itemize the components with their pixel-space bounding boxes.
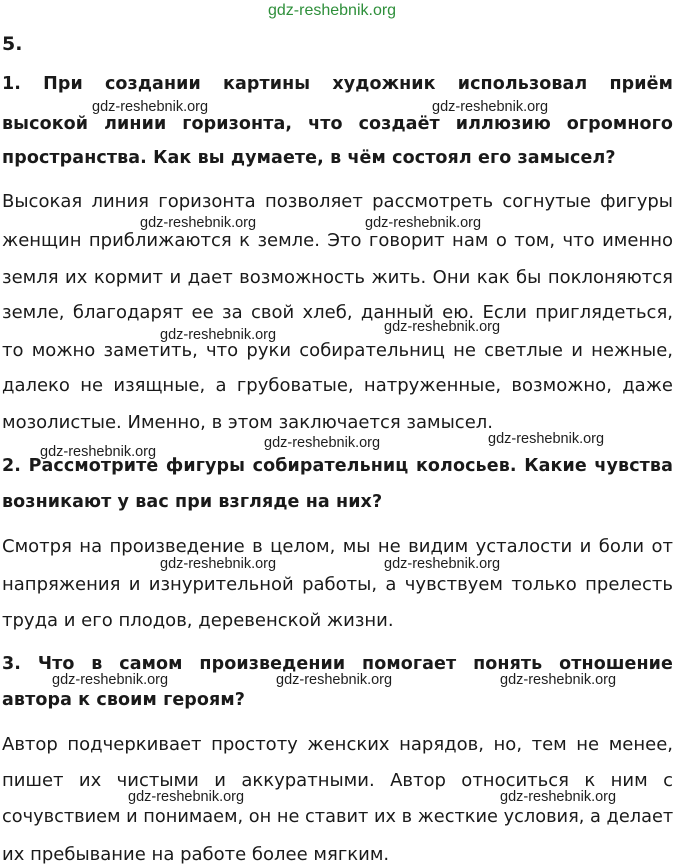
answer-3-line-1: Автор подчеркивает простоту женских нарядов, но, тем не менее,: [2, 734, 673, 755]
watermark: gdz-reshebnik.org: [276, 672, 393, 688]
watermark: gdz-reshebnik.org: [128, 789, 245, 805]
watermark: gdz-reshebnik.org: [500, 789, 617, 805]
watermark: gdz-reshebnik.org: [92, 99, 209, 115]
watermark: gdz-reshebnik.org: [160, 327, 277, 343]
answer-1-line-5: то можно заметить, что руки собирательниц не светлые и нежные,: [2, 340, 673, 361]
watermark: gdz-reshebnik.org: [432, 99, 549, 115]
answer-2-line-1: Смотря на произведение в целом, мы не видим усталости и боли от: [2, 536, 673, 557]
question-1-line-3: пространства. Как вы думаете, в чём состоял его замысел?: [2, 148, 616, 168]
answer-2-line-2: напряжения и изнурительной работы, а чувствуем только прелесть: [2, 574, 673, 595]
answer-1-line-1: Высокая линия горизонта позволяет рассмотреть согнутые фигуры: [2, 191, 673, 212]
answer-1-line-3: земля их кормит и дает возможность жить. Они как бы поклоняются: [2, 267, 673, 288]
watermark: gdz-reshebnik.org: [488, 431, 605, 447]
watermark: gdz-reshebnik.org: [140, 215, 257, 231]
question-1-line-2: высокой линии горизонта, что создаёт иллюзию огромного: [2, 114, 673, 134]
watermark: gdz-reshebnik.org: [40, 444, 157, 460]
task-number: 5.: [2, 33, 23, 55]
watermark: gdz-reshebnik.org: [384, 556, 501, 572]
answer-3-line-3: сочувствием и понимаем, он не ставит их в жесткие условия, а делает: [2, 807, 674, 827]
question-1-line-1: 1. При создании картины художник использовал приём: [2, 74, 673, 94]
watermark: gdz-reshebnik.org: [500, 672, 617, 688]
header-watermark: gdz-reshebnik.org: [268, 2, 397, 19]
answer-1-line-6: далеко не изящные, а грубоватые, натруженные, возможно, даже: [2, 375, 673, 396]
answer-3-line-2: пишет их чистыми и аккуратными. Автор относиться к ним с: [2, 770, 673, 791]
question-3-line-1: 3. Что в самом произведении помогает понять отношение: [2, 654, 673, 674]
watermark: gdz-reshebnik.org: [160, 556, 277, 572]
question-2-line-2: возникают у вас при взгляде на них?: [2, 492, 383, 512]
watermark: gdz-reshebnik.org: [264, 435, 381, 451]
question-2-line-1: 2. Рассмотрите фигуры собирательниц колосьев. Какие чувства: [2, 456, 673, 476]
watermark: gdz-reshebnik.org: [52, 672, 169, 688]
answer-1-line-7: мозолистые. Именно, в этом заключается замысел.: [2, 412, 494, 433]
watermark: gdz-reshebnik.org: [384, 319, 501, 335]
answer-1-line-2: женщин приближаются к земле. Это говорит нам о том, что именно: [2, 230, 673, 251]
watermark: gdz-reshebnik.org: [365, 215, 482, 231]
answer-3-line-4: их пребывание на работе более мягким.: [2, 844, 390, 865]
answer-2-line-3: труда и его плодов, деревенской жизни.: [2, 610, 394, 631]
question-3-line-2: автора к своим героям?: [2, 690, 246, 710]
answer-1-line-4: земле, благодарят ее за свой хлеб, данный ею. Если приглядеться,: [2, 302, 673, 323]
